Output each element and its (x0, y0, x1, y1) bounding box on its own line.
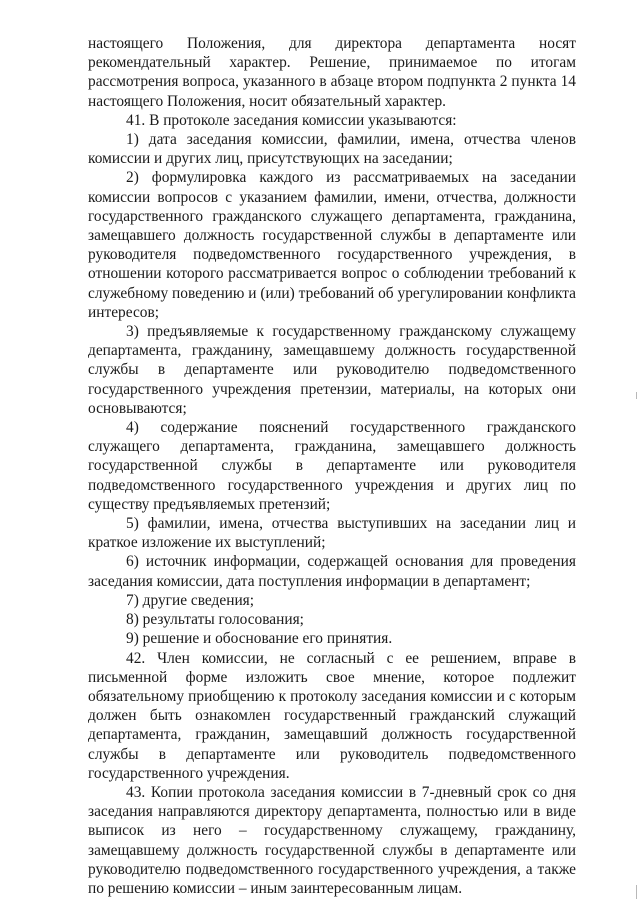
list-item-1: 1) дата заседания комиссии, фамилии, имена, отчества членов комиссии и других лиц, присутствующих на заседании; (88, 131, 576, 168)
scan-artifact (636, 392, 637, 399)
list-item-4: 4) содержание пояснений государственного гражданского служащего департамента, гражданина, замещавшего должность государственной службы в департаменте или руководителя подведомственного государственного учреждения и других лиц по существу предъявляемых претензий; (88, 419, 576, 513)
paragraph-43: 43. Копии протокола заседания комиссии в 7-дневный срок со дня заседания направляются директору департамента, полностью или в виде выписок из него – государственному служащему, гражданину, замещавшему должность государственной службы в департаменте или руководителю подведомственного государственного учреждения, а также по решению комиссии – иным заинтересованным лицам. (88, 783, 576, 897)
paragraph-41-heading: 41. В протоколе заседания комиссии указываются: (126, 111, 457, 129)
paragraph-continuation: настоящего Положения, для директора департамента носят рекомендательный характер. Решение, принимаемое по итогам рассмотрения вопроса, указанного в абзаце втором подпункта 2 пункта 14 настоящего Положения, носит обязательный характер. (88, 35, 576, 110)
list-item-6: 6) источник информации, содержащей основания для проведения заседания комиссии, дата поступления информации в департамент; (88, 553, 576, 590)
list-item-5: 5) фамилии, имена, отчества выступивших на заседании лиц и краткое изложение их выступлений; (88, 515, 576, 552)
list-item-3: 3) предъявляемые к государственному гражданскому служащему департамента, гражданину, замещавшему должность государственной службы в департаменте или руководителю подведомственного государственного учреждения претензии, материалы, на которых они основываются; (88, 323, 576, 417)
paragraph-42: 42. Член комиссии, не согласный с ее решением, вправе в письменной форме изложить свое мнение, которое подлежит обязательному приобщению к протоколу заседания комиссии и с которым должен быть ознакомлен государственный гражданский служащий департамента, гражданин, замещавший должность государственной службы в департаменте или руководитель подведомственного государственного учреждения. (88, 649, 576, 782)
scan-artifact (636, 885, 637, 899)
list-item-2: 2) формулировка каждого из рассматриваемых на заседании комиссии вопросов с указанием фамилии, имени, отчества, должности государственного гражданского служащего департамента, гражданина, замещавшего должность государственной службы в департаменте или руководителя подведомственного государственного учреждения, в отношении которого рассматривается вопрос о соблюдении требований к служебному поведению и (или) требований об урегулировании конфликта интересов; (88, 169, 576, 321)
list-item-8: 8) результаты голосования; (126, 611, 304, 629)
list-item-9: 9) решение и обоснование его принятия. (126, 630, 393, 648)
list-item-7: 7) другие сведения; (126, 591, 255, 609)
